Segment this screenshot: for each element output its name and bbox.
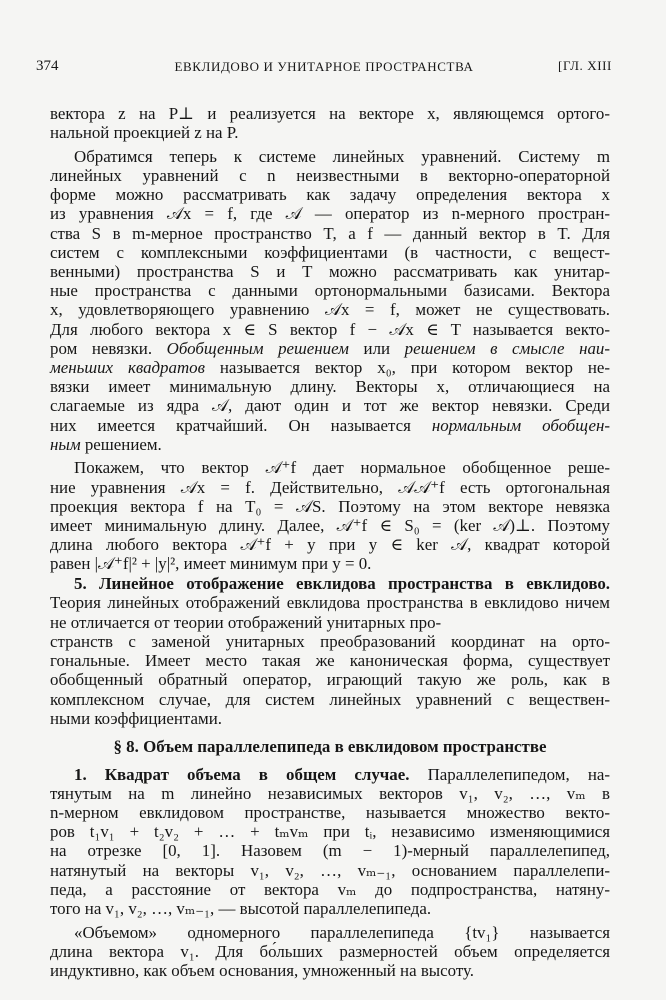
text-line: обобщенный обратный оператор, играющий такую же роль, как в bbox=[50, 670, 610, 690]
page-number: 374 bbox=[36, 58, 59, 74]
term-normal-solution-cont: ным bbox=[50, 434, 81, 454]
text-line: слагаемые из ядра 𝒜, дают один и тот же вектор невязки. Среди bbox=[50, 396, 610, 416]
text-line bbox=[50, 434, 610, 456]
text-line: вектора z на P⊥ и реализуется на векторе x, являющемся ортого- bbox=[50, 104, 610, 123]
text-line: ров t₁v₁ + t₂v₂ + … + tₘvₘ при tᵢ, независимо изменяющимися bbox=[50, 822, 610, 842]
text-line: ние уравнения 𝒜x = f. Действительно, 𝒜𝒜⁺f есть ортогональная bbox=[50, 477, 610, 497]
text-run: или bbox=[348, 338, 405, 358]
text-line: из уравнения 𝒜x = f, где 𝒜 — оператор из n-мерного простран- bbox=[50, 204, 610, 224]
text-run: называется вектор x₀, при котором вектор не- bbox=[204, 358, 611, 377]
text-line: венными) пространства S и T можно рассматривать как унитар- bbox=[50, 262, 610, 281]
term-least-squares-cont: меньших квадратов bbox=[50, 358, 205, 377]
section-8-heading: § 8. Объем параллелепипеда в евклидовом пространстве bbox=[113, 736, 547, 756]
term-generalized-solution: Обобщенным решением bbox=[166, 338, 349, 358]
text-run: решением. bbox=[80, 434, 162, 454]
text-run: них имеется кратчайший. Он называется bbox=[50, 415, 432, 435]
text-run: ром невязки. bbox=[50, 338, 167, 358]
text-line: ства S в m-мерное пространство T, а f — данный вектор в T. Для bbox=[50, 223, 610, 243]
running-title: ЕВКЛИДОВО И УНИТАРНОЕ ПРОСТРАНСТВА bbox=[174, 59, 474, 74]
text-line: n-мерном евклидовом пространстве, называется множество векто- bbox=[50, 803, 610, 822]
term-normal-solution: нормальным обобщен- bbox=[431, 415, 610, 435]
text-line: индуктивно, как объем основания, умноженный на высоту. bbox=[50, 961, 474, 980]
text-line: форме можно рассматривать как задачу определения вектора x bbox=[50, 185, 610, 205]
text-line: тянутым на m линейно независимых векторов v₁, v₂, …, vₘ в bbox=[50, 783, 610, 803]
text-line: x, удовлетворяющего уравнению 𝒜x = f, может не существовать. bbox=[50, 300, 610, 320]
text-line: линейных уравнений с n неизвестными в векторно-операторной bbox=[50, 166, 610, 185]
text-line: гональные. Имеет место такая же каноническая форма, существует bbox=[50, 651, 610, 671]
text-line: комплексном случае, для систем линейных уравнений с веществен- bbox=[50, 689, 610, 709]
section-5-heading: 5. Линейное отображение евклидова пространства в евклидово. bbox=[74, 574, 610, 594]
text-line: вязки имеет минимальную длину. Векторы x, отличающиеся на bbox=[50, 377, 610, 397]
text-line: ные пространства с данными ортонормальными базисами. Вектора bbox=[50, 281, 610, 301]
chapter-label: [ГЛ. XIII bbox=[558, 58, 612, 73]
text-line: Теория линейных отображений евклидова пространства в евклидово ничем не отличается от теории отображений унитарных про- bbox=[50, 592, 610, 633]
text-line: странств с заменой унитарных преобразований координат на орто- bbox=[50, 632, 610, 651]
text-line: на отрезке [0, 1]. Назовем (m − 1)-мерный параллелепипед, bbox=[50, 841, 610, 861]
text-line: имеет минимальную длину. Далее, 𝒜⁺f ∈ S₀ = (ker 𝒜)⊥. Поэтому bbox=[50, 515, 610, 535]
text-line: того на v₁, v₂, …, vₘ₋₁, — высотой параллелепипеда. bbox=[50, 899, 432, 918]
subsection-1-heading: 1. Квадрат объема в общем случае. bbox=[74, 764, 410, 784]
text-line: нальной проекцией z на P. bbox=[50, 123, 239, 143]
text-line: Покажем, что вектор 𝒜⁺f дает нормальное обобщенное реше- bbox=[74, 458, 610, 478]
text-line: натянутый на векторы v₁, v₂, …, vₘ₋₁, основанием параллелепи- bbox=[50, 860, 610, 880]
text-line: Для любого вектора x ∈ S вектор f − 𝒜x ∈ T называется векто- bbox=[50, 319, 610, 339]
text-line: равен |𝒜⁺f|² + |y|², имеет минимум при y = 0. bbox=[50, 554, 372, 574]
text-line: систем с комплексными коэффициентами (в частности, с вещест- bbox=[50, 242, 610, 262]
text-line: «Объемом» одномерного параллелепипеда {tv₁} называется bbox=[74, 922, 610, 942]
text-line: длина вектора v₁. Для бо́льших размерностей объем определяется bbox=[50, 941, 610, 961]
text-line: Обратимся теперь к системе линейных уравнений. Систему m bbox=[74, 146, 610, 166]
text-line: педа, а расстояние от вектора vₘ до подпространства, натяну- bbox=[50, 879, 610, 899]
text-run: Параллелепипедом, на- bbox=[409, 764, 610, 784]
text-line: ными коэффициентами. bbox=[50, 708, 222, 728]
page-header bbox=[36, 58, 612, 82]
text-line: длина любого вектора 𝒜⁺f + y при y ∈ ker 𝒜, квадрат которой bbox=[50, 535, 610, 555]
text-line: проекция вектора f на T₀ = 𝒜S. Поэтому на этом векторе невязка bbox=[50, 496, 610, 516]
term-least-squares: решением в смысле наи- bbox=[404, 338, 610, 358]
